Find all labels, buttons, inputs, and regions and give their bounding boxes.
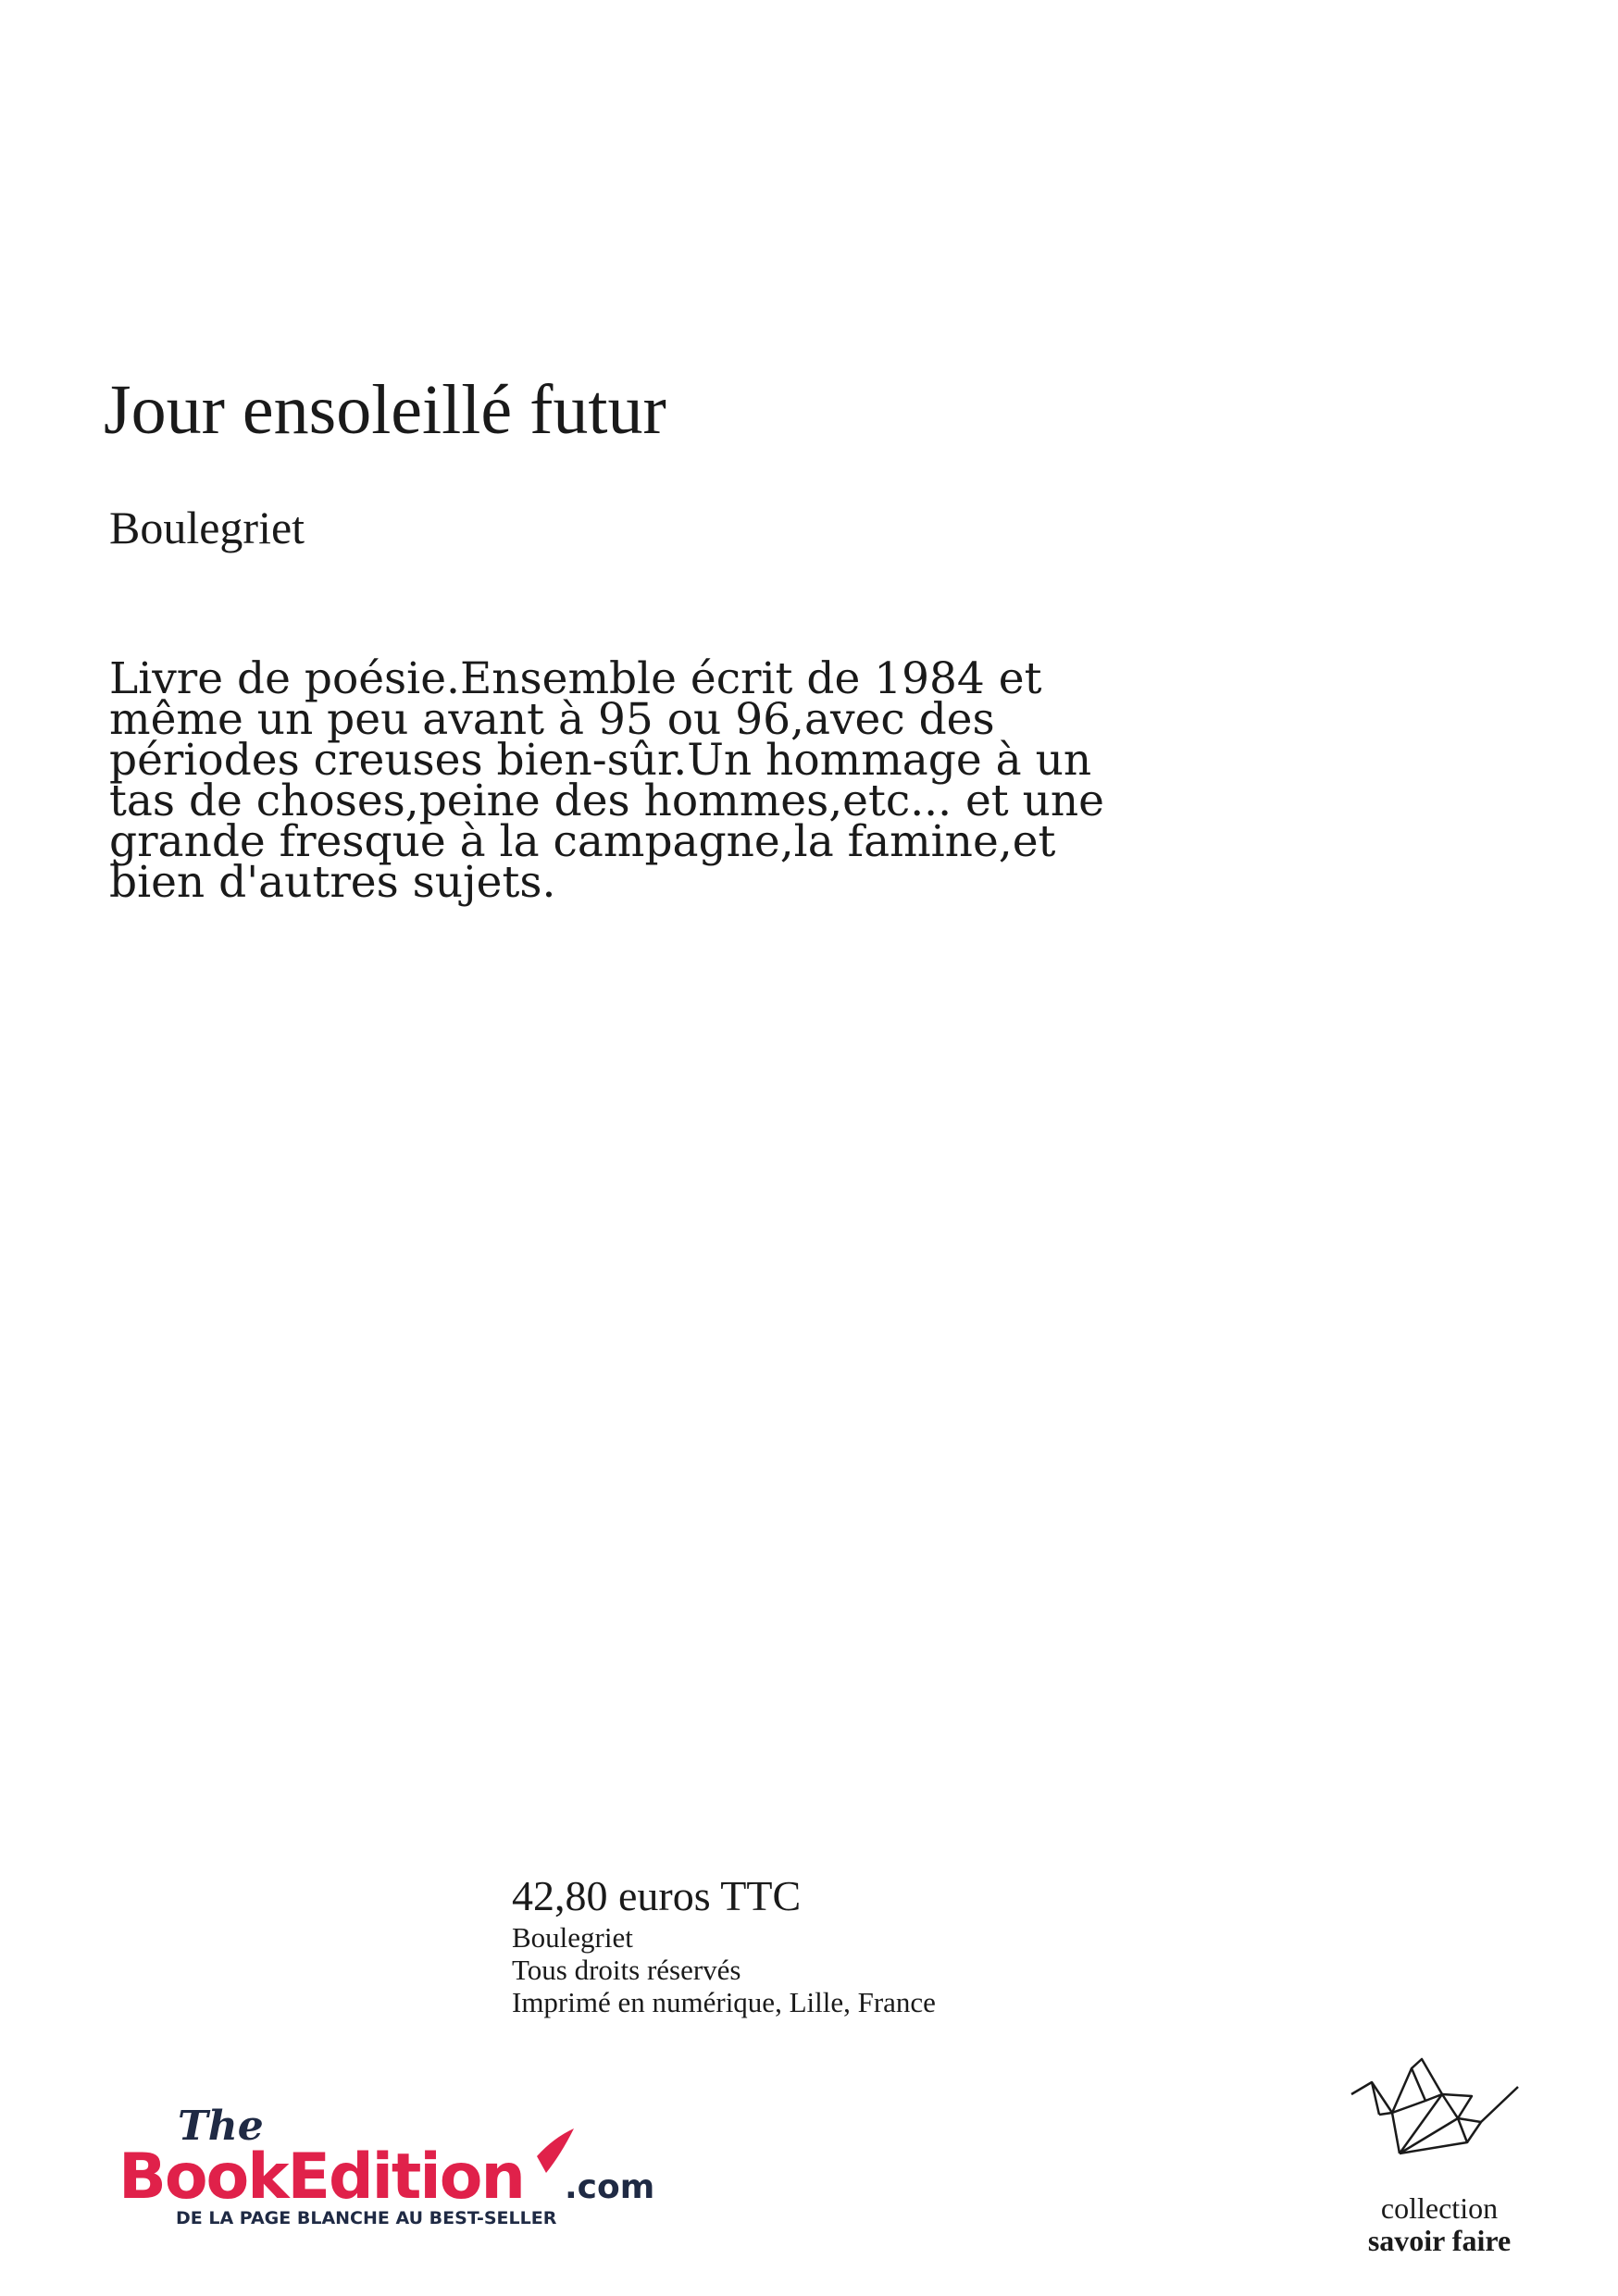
logo-brand-text: BookEdition [118,2141,524,2214]
origami-crane-icon [1333,2050,1546,2189]
book-title: Jour ensoleillé futur [104,371,666,449]
collection-label: collection [1380,2191,1499,2225]
logo-tagline: DE LA PAGE BLANCHE AU BEST-SELLER [176,2208,557,2226]
imprint-author: Boulegriet [512,1921,633,1954]
rights-notice: Tous droits réservés [512,1954,741,1986]
imprint-block [512,1872,936,2018]
bookedition-logo-icon [118,2101,674,2226]
logo-the-text: The [178,2103,264,2150]
quill-icon [537,2128,574,2173]
price: 42,80 euros TTC [512,1872,802,1919]
collection-logo [1333,2050,1546,2272]
publisher-logo [118,2101,674,2226]
printing-notice: Imprimé en numérique, Lille, France [512,1986,936,2018]
logo-suffix-text: .com [565,2168,655,2206]
book-author: Boulegriet [109,502,305,553]
book-description: Livre de poésie.Ensemble écrit de 1984 et même un peu avant à 95 ou 96,avec des périodes creuses bien-sûr.Un hommage à un tas de choses,peine des hommes,etc... et une grande fresque à la campagne,la famine,et bien d'autres sujets. [109,653,1104,908]
collection-name: savoir faire [1367,2224,1512,2257]
